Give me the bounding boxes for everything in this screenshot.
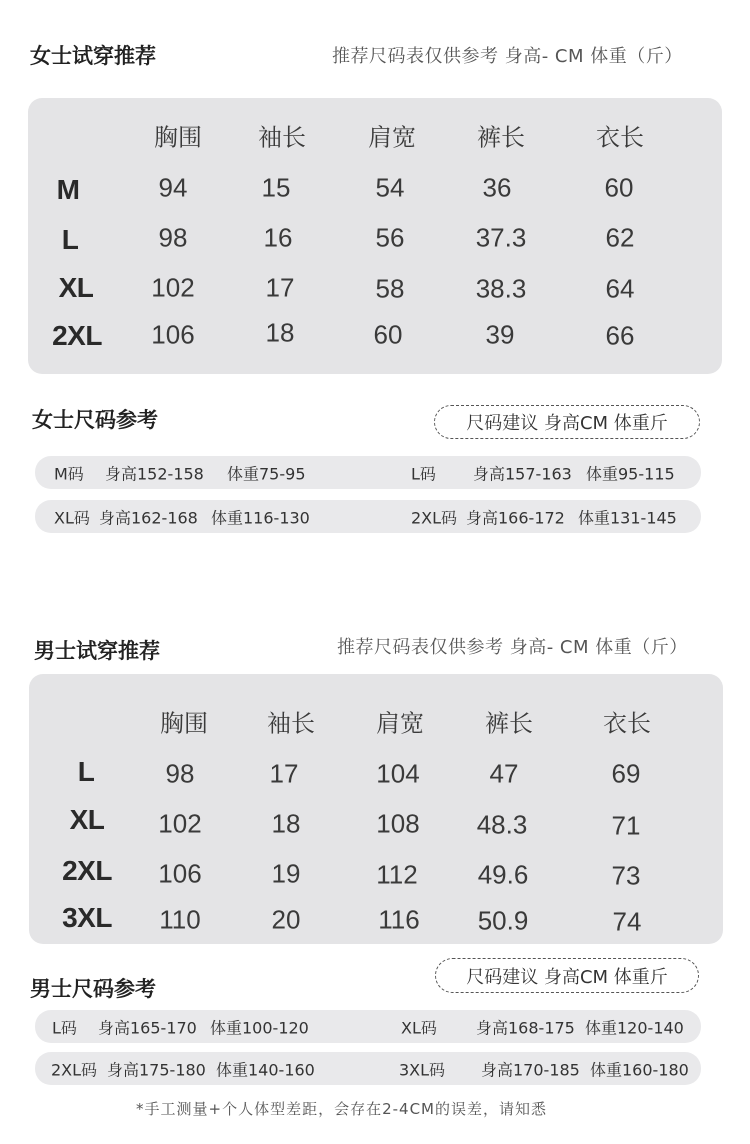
men-ref-height: 身高170-185 (481, 1060, 580, 1079)
women-ref-size: L码 (411, 464, 436, 483)
women-cell: 39 (485, 319, 515, 350)
men-ref-height: 身高168-175 (476, 1018, 575, 1037)
men-cell: 47 (489, 758, 519, 789)
men-ref-size: 3XL码 (399, 1060, 446, 1079)
women-cell: 58 (375, 273, 405, 304)
men-cell: 49.6 (477, 859, 529, 890)
women-header-sleeve: 袖长 (258, 123, 306, 152)
women-header-shoulder: 肩宽 (368, 123, 416, 152)
men-cell: 50.9 (477, 905, 529, 936)
men-ref-badge: 尺码建议 身高CM 体重斤 (435, 958, 699, 993)
men-cell: 20 (271, 904, 301, 935)
women-size-label: M (56, 174, 80, 205)
women-cell: 37.3 (475, 222, 527, 253)
men-size-note: 推荐尺码表仅供参考 身高- CM 体重（斤） (337, 637, 688, 658)
women-header-length: 衣长 (596, 123, 644, 152)
women-cell: 98 (158, 222, 188, 253)
women-cell: 66 (605, 320, 635, 351)
women-cell: 94 (158, 172, 188, 203)
women-ref-weight: 体重75-95 (227, 464, 306, 483)
men-size-table (29, 674, 723, 944)
women-cell: 15 (261, 172, 291, 203)
men-ref-weight: 体重160-180 (590, 1060, 689, 1079)
women-ref-height: 身高166-172 (466, 508, 565, 527)
men-section-title: 男士试穿推荐 (34, 639, 160, 663)
men-ref-height: 身高165-170 (98, 1018, 197, 1037)
women-ref-row (35, 456, 701, 489)
women-cell: 36 (482, 172, 512, 203)
women-ref-size: M码 (54, 464, 84, 483)
men-cell: 104 (376, 758, 420, 789)
women-ref-height: 身高152-158 (105, 464, 204, 483)
women-cell: 54 (375, 172, 405, 203)
women-cell: 102 (151, 272, 195, 303)
women-ref-height: 身高157-163 (473, 464, 572, 483)
women-cell: 38.3 (475, 273, 527, 304)
women-cell: 62 (605, 222, 635, 253)
men-header-sleeve: 袖长 (267, 709, 315, 738)
men-ref-title: 男士尺码参考 (30, 977, 156, 1001)
women-cell: 106 (151, 319, 195, 350)
men-cell: 71 (611, 810, 641, 841)
men-header-length: 衣长 (603, 709, 651, 738)
men-header-shoulder: 肩宽 (376, 709, 424, 738)
women-ref-weight: 体重131-145 (578, 508, 677, 527)
men-ref-size: XL码 (401, 1018, 437, 1037)
men-cell: 112 (376, 859, 418, 890)
women-ref-size: 2XL码 (411, 508, 458, 527)
men-header-pants-length: 裤长 (485, 709, 533, 738)
men-ref-weight: 体重140-160 (216, 1060, 315, 1079)
women-size-table (28, 98, 722, 374)
women-size-label: 2XL (52, 320, 102, 351)
men-cell: 116 (378, 904, 420, 935)
women-header-pants-length: 裤长 (477, 123, 525, 152)
women-cell: 64 (605, 273, 635, 304)
men-ref-row (35, 1010, 701, 1043)
men-ref-size: L码 (52, 1018, 77, 1037)
men-cell: 48.3 (476, 809, 528, 840)
women-ref-size: XL码 (54, 508, 90, 527)
women-cell: 56 (375, 222, 405, 253)
men-cell: 18 (271, 808, 301, 839)
men-size-label: L (77, 756, 95, 787)
men-cell: 74 (612, 906, 642, 937)
men-header-chest: 胸围 (160, 709, 208, 738)
women-ref-title: 女士尺码参考 (32, 408, 158, 432)
men-cell: 106 (158, 858, 202, 889)
men-cell: 102 (158, 808, 202, 839)
men-cell: 73 (611, 860, 641, 891)
men-size-label: XL (69, 804, 105, 835)
women-size-label: XL (58, 272, 94, 303)
men-ref-weight: 体重100-120 (210, 1018, 309, 1037)
men-ref-size: 2XL码 (51, 1060, 98, 1079)
men-size-label: 3XL (62, 902, 112, 933)
men-ref-row (35, 1052, 701, 1085)
women-cell: 60 (373, 319, 403, 350)
women-size-note: 推荐尺码表仅供参考 身高- CM 体重（斤） (332, 46, 683, 67)
women-ref-row (35, 500, 701, 533)
women-ref-badge: 尺码建议 身高CM 体重斤 (434, 405, 700, 439)
women-ref-height: 身高162-168 (99, 508, 198, 527)
women-cell: 60 (604, 172, 634, 203)
measurement-footnote: *手工测量+个人体型差距，会存在2-4CM的误差，请知悉 (136, 1100, 547, 1118)
men-cell: 98 (165, 758, 195, 789)
women-cell: 18 (265, 317, 295, 348)
men-ref-weight: 体重120-140 (585, 1018, 684, 1037)
women-cell: 17 (265, 272, 295, 303)
women-cell: 16 (263, 222, 293, 253)
women-section-title: 女士试穿推荐 (30, 44, 156, 68)
men-cell: 17 (269, 758, 299, 789)
women-ref-weight: 体重95-115 (586, 464, 675, 483)
men-cell: 69 (611, 758, 641, 789)
women-ref-weight: 体重116-130 (211, 508, 310, 527)
men-cell: 110 (159, 904, 201, 935)
men-size-label: 2XL (62, 855, 112, 886)
men-cell: 19 (271, 858, 301, 889)
men-ref-height: 身高175-180 (107, 1060, 206, 1079)
women-size-label: L (61, 224, 79, 255)
men-cell: 108 (376, 808, 420, 839)
women-header-chest: 胸围 (154, 123, 202, 152)
